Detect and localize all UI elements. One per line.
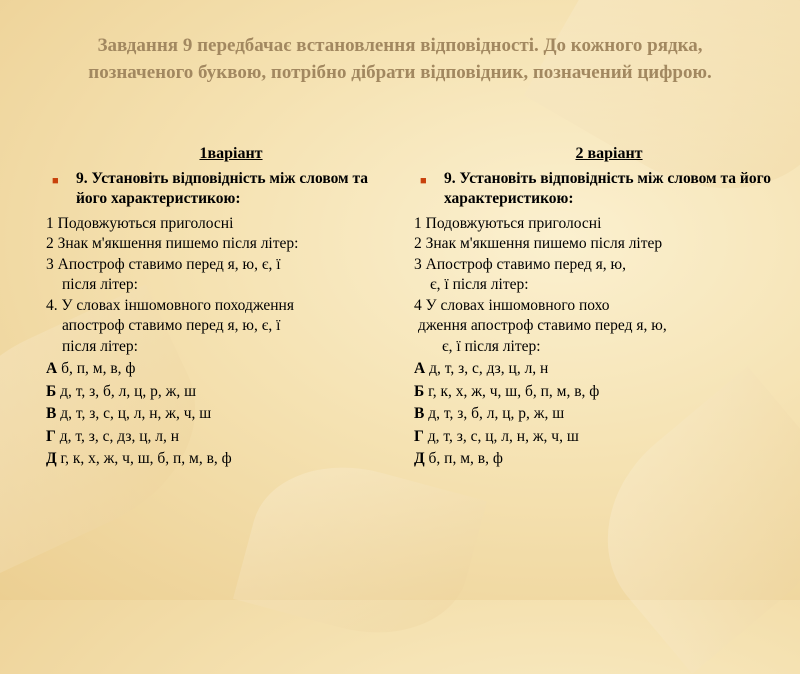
option-letter: А <box>46 360 58 377</box>
option-text: д, т, з, б, л, ц, р, ж, ш <box>56 382 197 400</box>
option-text: б, п, м, в, ф <box>424 450 503 467</box>
option-row <box>46 449 386 470</box>
option-text: д, т, з, с, ц, л, н, ж, ч, ш <box>423 427 579 445</box>
option-text: д, т, з, с, дз, ц, л, н <box>425 360 549 377</box>
option-row <box>414 382 774 403</box>
item-line: 2 Знак м'якшення пишемо після літер: <box>46 235 299 252</box>
item-line: 4 У словах іншомовного похо <box>414 296 610 314</box>
item-line: є, ї після літер: <box>430 276 529 293</box>
option-row <box>414 449 774 470</box>
option-text: д, т, з, с, ц, л, н, ж, ч, ш <box>56 405 212 422</box>
option-letter: А <box>414 360 426 377</box>
option-letter: Г <box>46 427 56 445</box>
option-text: б, п, м, в, ф <box>57 360 136 377</box>
item-line: дження апостроф ставимо перед я, ю, <box>418 317 667 334</box>
square-bullet-icon: ■ <box>52 174 59 187</box>
variant-1-heading: 1варіант <box>199 145 263 162</box>
option-letter: В <box>46 405 57 422</box>
item-line: апостроф ставимо перед я, ю, є, ї <box>62 317 281 334</box>
option-row <box>46 382 386 403</box>
item-line: після літер: <box>62 276 138 293</box>
item-line: 2 Знак м'якшення пишемо після літер <box>414 235 663 252</box>
option-row <box>46 404 386 425</box>
square-bullet-icon: ■ <box>420 174 427 187</box>
variant-2-column <box>414 144 774 470</box>
variant-1-task <box>46 169 386 210</box>
item-line: 4. У словах іншомовного походження <box>46 296 294 314</box>
option-letter: В <box>414 405 425 422</box>
option-row <box>46 427 386 448</box>
option-letter: Б <box>414 382 425 400</box>
task-text: 9. Установіть відповідність між словом та його характеристикою: <box>444 169 772 207</box>
variant-2-task <box>414 169 774 210</box>
task-text: 9. Установіть відповідність між словом та його характеристикою: <box>76 169 369 207</box>
item-line: 3 Апостроф ставимо перед я, ю, <box>414 255 626 273</box>
option-row <box>46 359 386 380</box>
item-line: 1 Подовжуються приголосні <box>414 214 602 232</box>
slide-title: Завдання 9 передбачає встановлення відповідності. До кожного рядка, позначеного буквою, потрібно дібрати відповідник, позначений цифрою. <box>88 35 712 83</box>
option-letter: Д <box>46 450 57 467</box>
item-line: 3 Апостроф ставимо перед я, ю, є, ї <box>46 255 281 273</box>
item-line: 1 Подовжуються приголосні <box>46 214 234 232</box>
option-row <box>414 427 774 448</box>
option-text: д, т, з, б, л, ц, р, ж, ш <box>424 405 565 422</box>
option-text: г, к, х, ж, ч, ш, б, п, м, в, ф <box>424 382 600 400</box>
item-line: після літер: <box>62 337 138 355</box>
option-letter: Г <box>414 427 424 445</box>
option-text: д, т, з, с, дз, ц, л, н <box>55 427 180 445</box>
item-line: є, ї після літер: <box>442 337 541 355</box>
variant-2-heading: 2 варіант <box>575 145 643 162</box>
background-leaf-decoration <box>233 444 487 655</box>
option-row <box>414 359 774 380</box>
variant-1-column <box>46 144 386 470</box>
option-letter: Б <box>46 382 57 400</box>
option-text: г, к, х, ж, ч, ш, б, п, м, в, ф <box>56 450 232 467</box>
option-row <box>414 404 774 425</box>
option-letter: Д <box>414 450 425 467</box>
